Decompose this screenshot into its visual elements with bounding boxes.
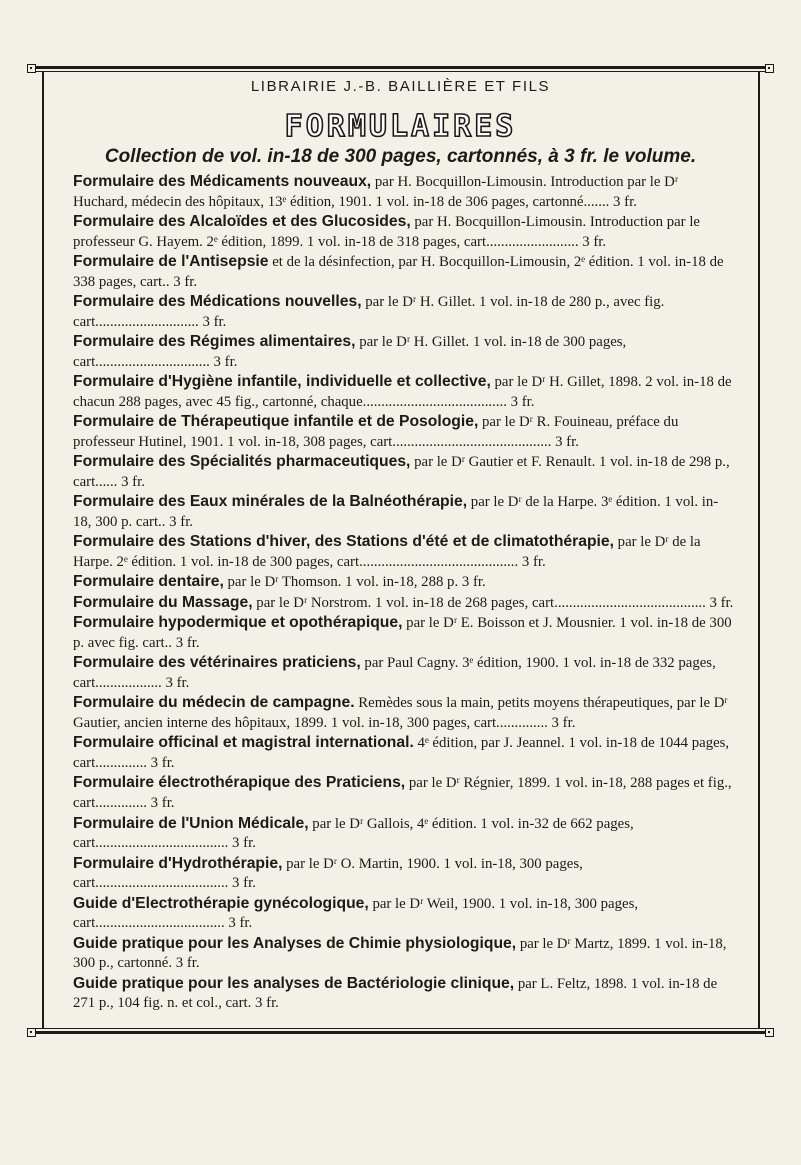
entry-description: par le Dʳ Weil, 1900. 1 vol. in-18, 300 pages, cart...................................	[73, 895, 639, 932]
entry-title: Formulaire d'Hygiène infantile, individuelle et collective,	[73, 373, 491, 391]
catalog-entry	[73, 452, 735, 492]
entry-description: par Paul Cagny. 3ᵉ édition, 1900. 1 vol. in-18 de 332 pages, cart..................	[73, 655, 716, 691]
catalog-entry	[73, 412, 735, 452]
entry-price: 3 fr.	[198, 313, 227, 330]
entry-title: Formulaire du médecin de campagne.	[73, 694, 355, 712]
frame-corner-ornament-br	[765, 1028, 774, 1037]
entry-description: Remèdes sous la main, petits moyens thérapeutiques, par le Dʳ Gautier, ancien interne des hôpitaux, 1899. 1 vol. in-18, 300 pages, cart..............	[73, 695, 728, 731]
frame-top-rule-thin	[30, 71, 771, 72]
entry-description: par le Dʳ O. Martin, 1900. 1 vol. in-18, 300 pages, cart....................................	[73, 855, 583, 892]
catalog-entry	[73, 212, 735, 252]
entry-title: Formulaire des Spécialités pharmaceutiques,	[73, 453, 411, 471]
entry-price: 3 fr.	[161, 674, 190, 691]
catalog-entry	[73, 593, 735, 614]
entry-description: par le Dʳ H. Gillet. 1 vol. in-18 de 300 pages, cart...............................	[73, 334, 627, 370]
entry-title: Formulaire des Médicaments nouveaux,	[73, 173, 372, 190]
catalog-entry	[73, 733, 735, 773]
entry-price: 3 fr.	[209, 353, 238, 370]
publisher-header: LIBRAIRIE J.-B. BAILLIÈRE ET FILS	[250, 78, 551, 95]
entry-title: Guide d'Electrothérapie gynécologique,	[73, 894, 369, 912]
entry-price: 3 fr.	[578, 233, 607, 250]
catalog-entry	[73, 613, 735, 653]
entry-title: Formulaire de l'Antisepsie	[73, 253, 269, 271]
entry-title: Formulaire de Thérapeutique infantile et de Posologie,	[73, 413, 479, 431]
frame-bottom-rule	[30, 1031, 771, 1034]
entry-price: 3 fr.	[228, 835, 256, 852]
entry-title: Formulaire officinal et magistral international.	[73, 734, 414, 752]
catalog-entry	[73, 372, 735, 412]
entry-description: par L. Feltz, 1898. 1 vol. in-18 de 271 p., 104 fig. n. et col., cart.	[73, 975, 718, 1012]
entry-price: 3 fr.	[146, 754, 175, 771]
entry-title: Formulaire hypodermique et opothérapique,	[73, 614, 403, 632]
entry-title: Formulaire de l'Union Médicale,	[73, 814, 309, 832]
entry-description: par le Dʳ H. Gillet, 1898. 2 vol. in-18 de chacun 288 pages, avec 45 fig., cartonné, chaque.......................................	[73, 374, 732, 410]
entry-price: 3 fr.	[547, 714, 576, 731]
entry-title: Formulaire des Régimes alimentaires,	[73, 333, 356, 351]
catalog-entry	[73, 693, 735, 733]
entry-title: Guide pratique pour les Analyses de Chimie physiologique,	[73, 934, 517, 952]
entry-description: par le Dʳ Martz, 1899. 1 vol. in-18, 300 p., cartonné.	[73, 935, 727, 972]
catalog-entry	[73, 252, 735, 292]
catalog-entry	[73, 532, 735, 572]
entry-title: Formulaire dentaire,	[73, 573, 224, 591]
entry-title: Formulaire des Eaux minérales de la Balnéothérapie,	[73, 493, 468, 511]
catalog-entry	[73, 814, 735, 854]
entry-price: 3 fr.	[146, 794, 175, 811]
entry-description: par le Dʳ de la Harpe. 3ᵉ édition. 1 vol. in-18, 300 p. cart..	[73, 494, 719, 530]
catalog-entry	[73, 854, 735, 894]
entry-title: Formulaire des Alcaloïdes et des Glucosides,	[73, 213, 411, 231]
entry-description: par le Dʳ Gallois, 4ᵉ édition. 1 vol. in-32 de 662 pages, cart....................................	[73, 815, 634, 852]
catalog-entry	[73, 332, 735, 372]
entry-description: par le Dʳ Thomson. 1 vol. in-18, 288 p.	[223, 574, 459, 591]
frame-top-rule	[30, 66, 771, 69]
entry-description: 4ᵉ édition, par J. Jeannel. 1 vol. in-18 de 1044 pages, cart..............	[73, 735, 730, 771]
entry-title: Formulaire du Massage,	[73, 593, 253, 611]
entry-price: 3 fr.	[518, 553, 546, 570]
entry-description: par le Dʳ E. Boisson et J. Mousnier. 1 vol. in-18 de 300 p. avec fig. cart..	[73, 615, 732, 651]
entry-description: par le Dʳ Régnier, 1899. 1 vol. in-18, 288 pages et fig., cart..............	[73, 775, 732, 811]
catalog-entry	[73, 653, 735, 693]
entry-description: par le Dʳ H. Gillet. 1 vol. in-18 de 280 p., avec fig. cart............................	[73, 294, 665, 330]
page-title: FORMULAIRES	[284, 109, 517, 144]
entry-price: 3 fr.	[172, 955, 200, 972]
catalog-entry	[73, 894, 735, 934]
entry-description: par le Dʳ Gautier et F. Renault. 1 vol. in-18 de 298 p., cart......	[73, 454, 730, 490]
entry-price: 3 fr.	[172, 634, 200, 651]
entry-price: 3 fr.	[458, 574, 486, 591]
entry-price: 3 fr.	[224, 915, 253, 932]
entry-title: Formulaire électrothérapique des Praticiens,	[73, 774, 406, 792]
collection-subtitle: Collection de vol. in-18 de 300 pages, cartonnés, à 3 fr. le volume.	[104, 146, 697, 167]
entry-title: Formulaire des vétérinaires praticiens,	[73, 654, 361, 672]
entry-title: Guide pratique pour les analyses de Bactériologie clinique,	[73, 974, 515, 992]
entry-description: par H. Bocquillon-Limousin. Introduction par le Dʳ Huchard, médecin des hôpitaux, 13ᵉ édition, 1901. 1 vol. in-18 de 306 pages, cartonné.......	[73, 174, 679, 210]
entry-description: par H. Bocquillon-Limousin. Introduction par le professeur G. Hayem. 2ᵉ édition, 1899. 1 vol. in-18 de 318 pages, cart.........................	[73, 214, 700, 250]
catalog-entry	[73, 492, 735, 532]
catalog-entry	[73, 773, 735, 813]
frame-bottom-rule-thin	[30, 1028, 771, 1029]
entry-description: par le Dʳ R. Fouineau, préface du professeur Hutinel, 1901. 1 vol. in-18, 308 pages, cart...........................................	[73, 414, 679, 450]
entry-title: Formulaire d'Hydrothérapie,	[73, 854, 283, 872]
entry-price: 3 fr.	[117, 473, 145, 490]
entry-price: 3 fr.	[705, 594, 734, 611]
entry-price: 3 fr.	[228, 875, 256, 892]
entry-price: 3 fr.	[609, 193, 637, 210]
entry-price: 3 fr.	[506, 393, 535, 410]
frame-right-rule	[758, 72, 760, 1028]
entry-price: 3 fr.	[165, 513, 194, 530]
entry-title: Formulaire des Stations d'hiver, des Stations d'été et de climatothérapie,	[73, 533, 614, 551]
entry-title: Formulaire des Médications nouvelles,	[73, 293, 362, 311]
frame-left-rule	[42, 72, 44, 1028]
entry-price: 3 fr.	[251, 995, 279, 1012]
frame-corner-ornament-bl	[27, 1028, 36, 1037]
catalog-entry	[73, 172, 735, 212]
catalog-entries	[73, 172, 735, 1014]
catalog-entry	[73, 934, 735, 974]
catalog-entry	[73, 974, 735, 1014]
catalog-entry	[73, 292, 735, 332]
frame-corner-ornament-tr	[765, 64, 774, 73]
entry-description: et de la désinfection, par H. Bocquillon-Limousin, 2ᵉ édition. 1 vol. in-18 de 338 pages, cart..	[73, 254, 724, 290]
entry-description: par le Dʳ Norstrom. 1 vol. in-18 de 268 pages, cart.........................................	[252, 594, 706, 611]
entry-price: 3 fr.	[169, 273, 198, 290]
entry-price: 3 fr.	[551, 433, 579, 450]
entry-description: par le Dʳ de la Harpe. 2ᵉ édition. 1 vol. in-18 de 300 pages, cart...........................................	[73, 534, 701, 570]
frame-corner-ornament-tl	[27, 64, 36, 73]
catalog-entry	[73, 572, 735, 593]
